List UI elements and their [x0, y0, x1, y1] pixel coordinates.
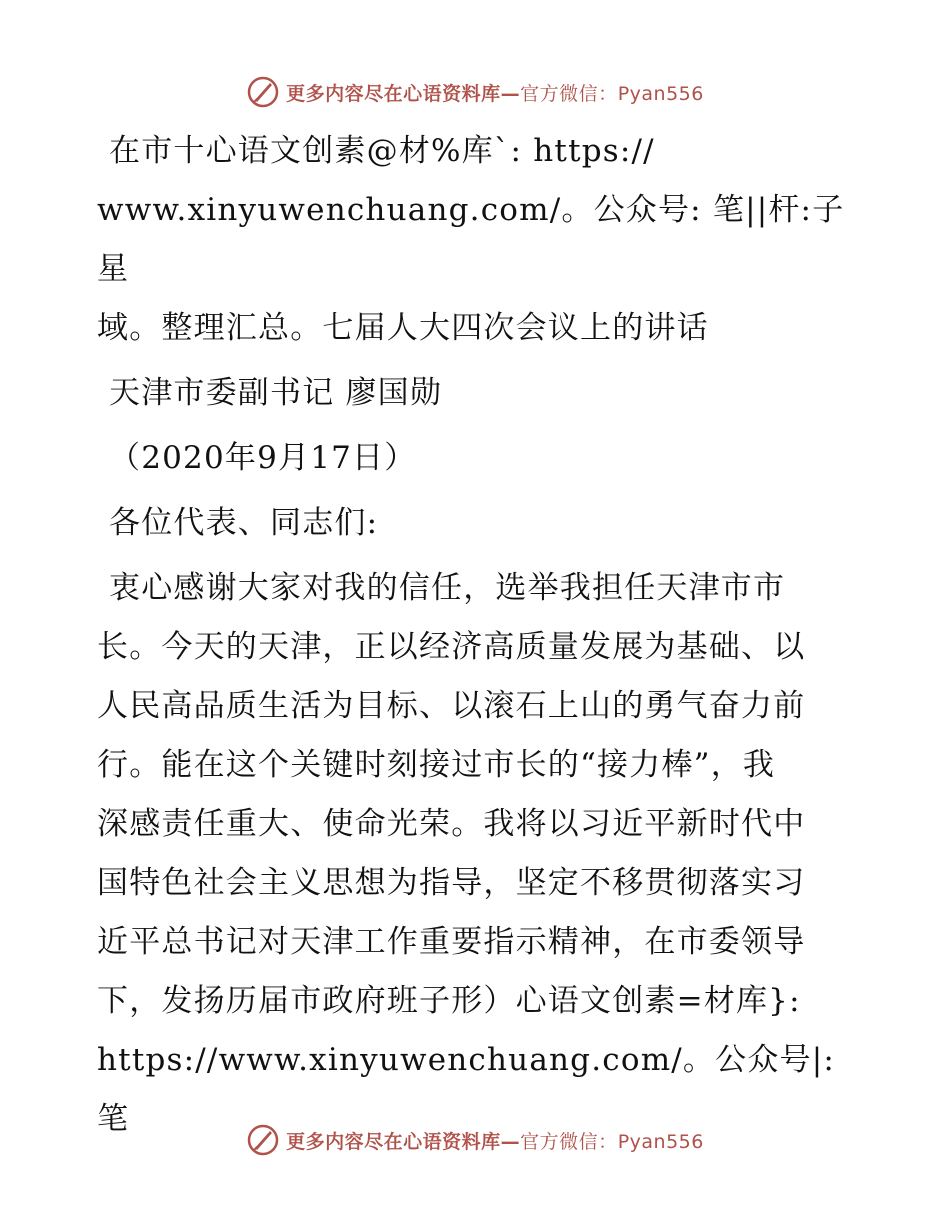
- banner-wechat-id: Pyan556: [617, 82, 704, 105]
- intro-line: 域。整理汇总。七届人大四次会议上的讲话: [97, 310, 709, 346]
- paragraph-line: 下，发扬历届市政府班子形）心语文创素=材库}:: [97, 983, 801, 1019]
- document-body: [97, 122, 857, 1149]
- paragraph-line: https://www.xinyuwenchuang.com/。公众号|: 笔: [97, 1042, 836, 1137]
- intro-line: 在市十心语文创素@材%库`: https://: [109, 133, 655, 169]
- header-banner: [0, 72, 950, 112]
- banner-text: [286, 1127, 704, 1154]
- banner-wechat-id: Pyan556: [617, 1130, 704, 1153]
- paragraph-line: 长。今天的天津，正以经济高质量发展为基础、以: [97, 629, 806, 665]
- date-line: （2020年9月17日）: [109, 440, 417, 476]
- paragraph-line: 衷心感谢大家对我的信任，选举我担任天津市市: [109, 570, 786, 606]
- banner-dash: —: [500, 82, 521, 105]
- banner-title: 更多内容尽在心语资料库: [286, 82, 501, 105]
- quill-logo-icon: [246, 75, 280, 109]
- banner-wechat-label: 官方微信：: [520, 1130, 618, 1153]
- paragraph-line: 国特色社会主义思想为指导，坚定不移贯彻落实习: [97, 865, 806, 901]
- quill-logo-icon: [246, 1123, 280, 1157]
- banner-dash: —: [500, 1130, 521, 1153]
- author-line: 天津市委副书记 廖国勋: [109, 375, 443, 411]
- footer-banner: [0, 1120, 950, 1160]
- salutation: 各位代表、同志们:: [109, 505, 379, 541]
- banner-title: 更多内容尽在心语资料库: [286, 1130, 501, 1153]
- paragraph-line: 人民高品质生活为目标、以滚石上山的勇气奋力前: [97, 688, 806, 724]
- paragraph-line: 行。能在这个关键时刻接过市长的“接力棒”，我: [97, 747, 776, 783]
- banner-wechat-label: 官方微信：: [520, 82, 618, 105]
- paragraph-line: 近平总书记对天津工作重要指示精神，在市委领导: [97, 924, 806, 960]
- intro-line: www.xinyuwenchuang.com/。公众号: 笔||杆:子星: [97, 192, 845, 287]
- banner-text: [286, 79, 704, 106]
- paragraph-line: 深感责任重大、使命光荣。我将以习近平新时代中: [97, 806, 806, 842]
